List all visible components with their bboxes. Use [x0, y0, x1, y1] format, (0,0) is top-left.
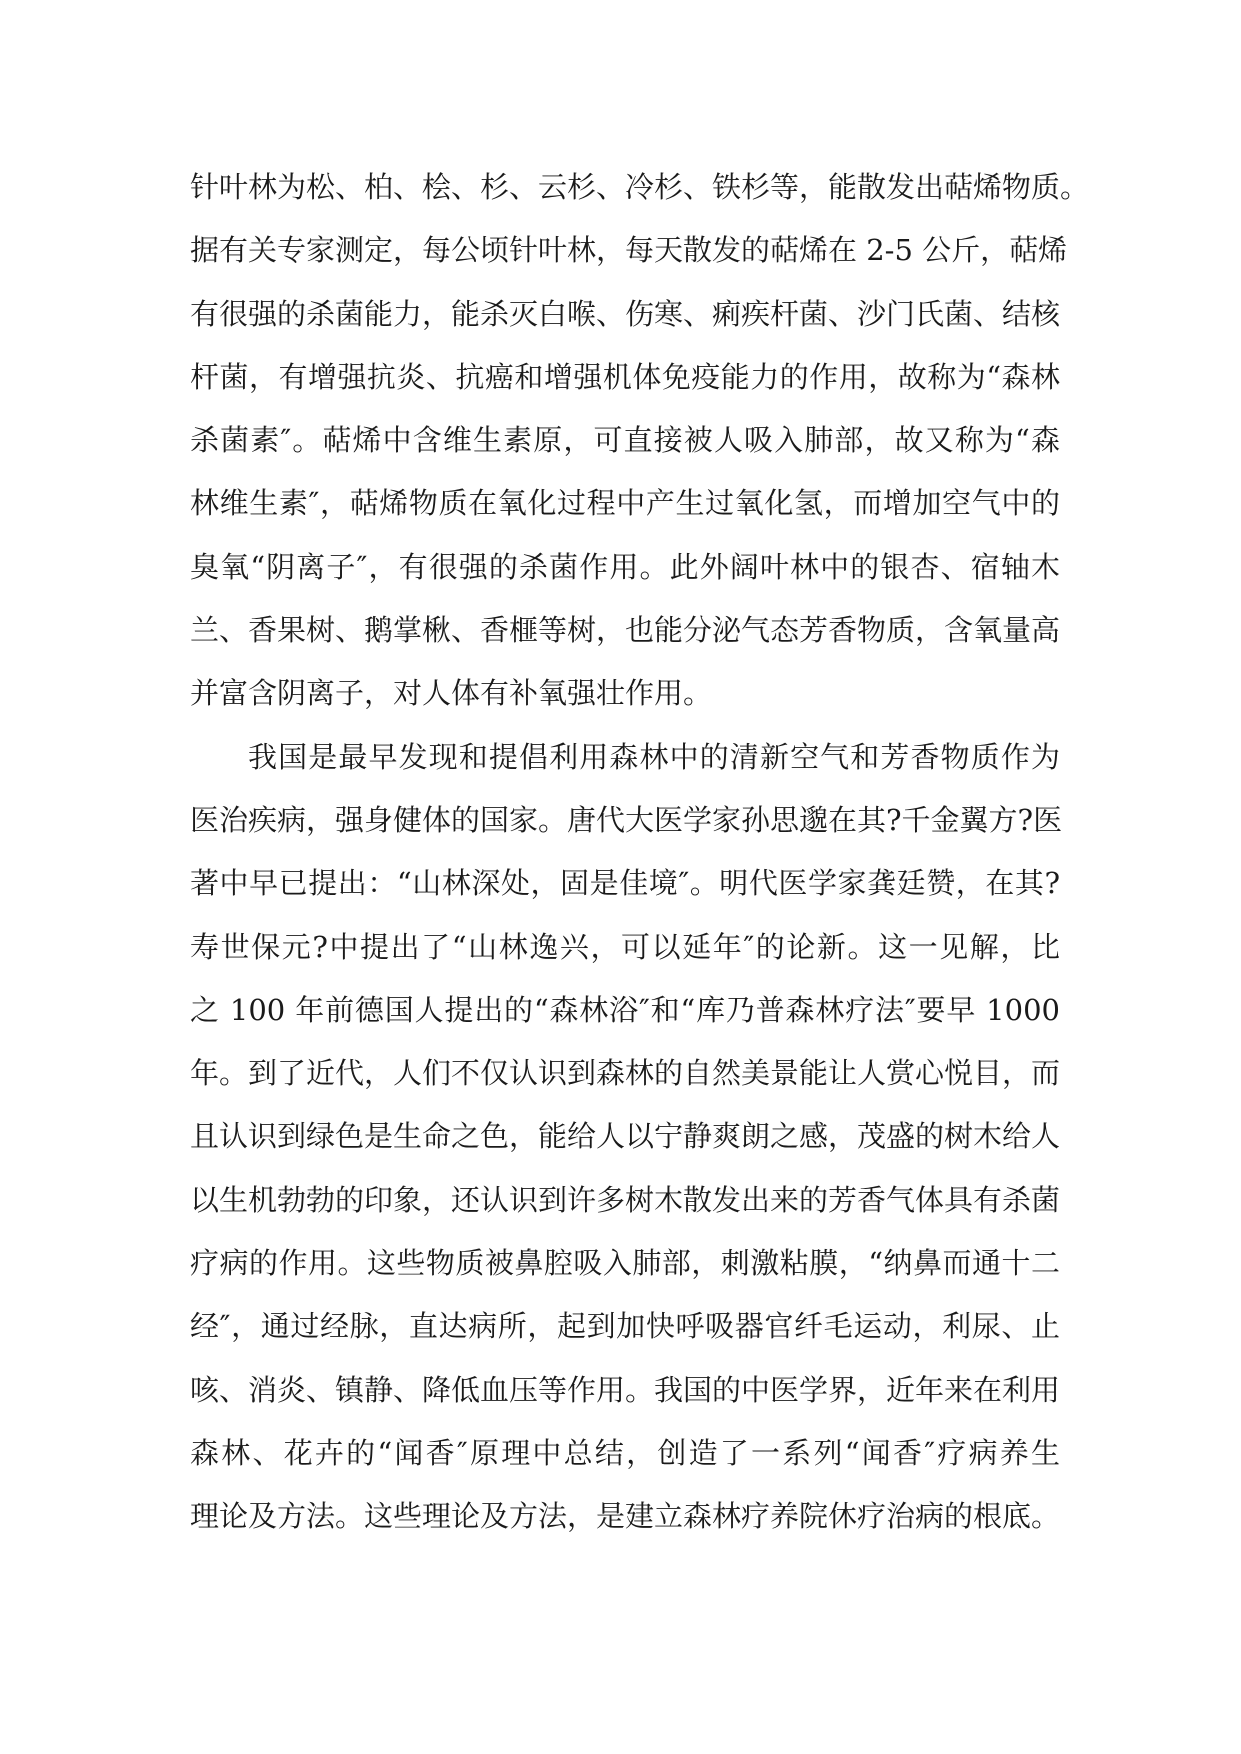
text-line: 以生机勃勃的印象，还认识到许多树木散发出来的芳香气体具有杀菌 [190, 1182, 1061, 1217]
text-line: 并富含阴离子，对人体有补氧强壮作用。 [190, 676, 713, 711]
paragraph-2 [190, 726, 1063, 1549]
text-line: 医治疾病，强身健体的国家。唐代大医学家孙思邈在其?千金翼方?医 [190, 802, 1063, 837]
text-line: 经″，通过经脉，直达病所，起到加快呼吸器官纤毛运动，利尿、止 [190, 1309, 1060, 1344]
text-line: 臭氧“阴离子″，有很强的杀菌作用。此外阔叶林中的银杏、宿轴木 [190, 549, 1060, 584]
text-line: 兰、香果树、鹅掌楸、香榧等树，也能分泌气态芳香物质，含氧量高 [190, 613, 1061, 648]
text-line: 有很强的杀菌能力，能杀灭白喉、伤寒、痢疾杆菌、沙门氏菌、结核 [190, 296, 1061, 331]
text-line: 我国是最早发现和提倡利用森林中的清新空气和芳香物质作为 [248, 739, 1060, 774]
text-line: 寿世保元?中提出了“山林逸兴，可以延年″的论新。这一见解，比 [190, 929, 1060, 964]
text-line: 咳、消炎、镇静、降低血压等作用。我国的中医学界，近年来在利用 [190, 1372, 1061, 1407]
body-text [190, 156, 1090, 1549]
text-line: 理论及方法。这些理论及方法，是建立森林疗养院休疗治病的根底。 [190, 1499, 1061, 1534]
paragraph-1 [190, 156, 1090, 726]
text-line: 年。到了近代，人们不仅认识到森林的自然美景能让人赏心悦目，而 [190, 1056, 1061, 1091]
text-line: 疗病的作用。这些物质被鼻腔吸入肺部，刺激粘膜，“纳鼻而通十二 [190, 1246, 1060, 1281]
text-line: 杆菌，有增强抗炎、抗癌和增强机体免疫能力的作用，故称为“森林 [190, 359, 1060, 394]
text-line: 杀菌素″。萜烯中含维生素原，可直接被人吸入肺部，故又称为“森 [190, 423, 1060, 458]
text-line: 针叶林为松、柏、桧、杉、云杉、冷杉、铁杉等，能散发出萜烯物质。 [190, 170, 1090, 204]
text-line: 且认识到绿色是生命之色，能给人以宁静爽朗之感，茂盛的树木给人 [190, 1119, 1061, 1154]
text-line: 森林、花卉的“闻香″原理中总结，创造了一系列“闻香″疗病养生 [190, 1435, 1060, 1470]
text-line: 之 100 年前德国人提出的“森林浴″和“库乃普森林疗法″要早 1000 [190, 992, 1060, 1027]
text-line: 据有关专家测定，每公顷针叶林，每天散发的萜烯在 2-5 公斤，萜烯 [190, 233, 1068, 268]
text-line: 著中早已提出：“山林深处，固是佳境″。明代医学家龚廷赞，在其? [190, 866, 1060, 901]
text-line: 林维生素″，萜烯物质在氧化过程中产生过氧化氢，而增加空气中的 [190, 486, 1060, 521]
